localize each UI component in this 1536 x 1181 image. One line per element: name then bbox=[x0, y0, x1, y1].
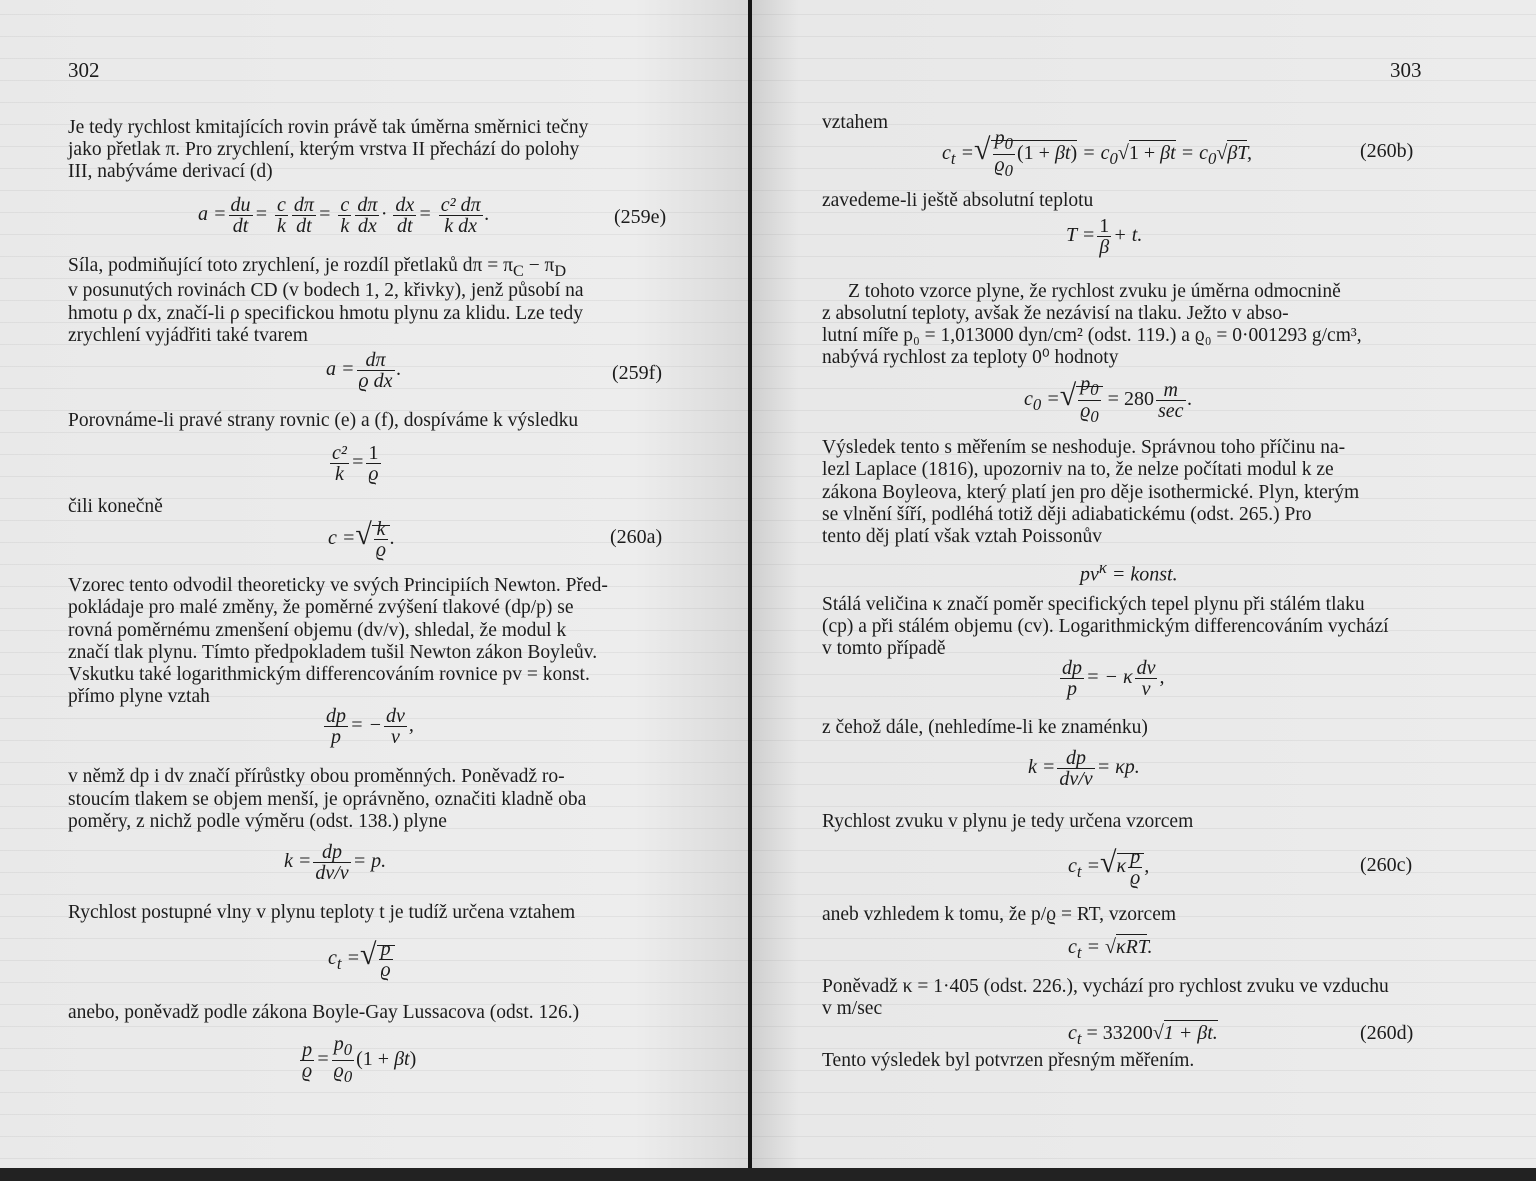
equation-260c: $c_t =√\kappa$ $\frac{p}{ϱ}$ , bbox=[1068, 845, 1150, 889]
text-line: v m/sec bbox=[822, 998, 883, 1019]
equation-259e: a = $\frac{du}{dt}$ = $\frac{c}{k}$ $\frac{d\pi}{dt}$ = $\frac{c}{k}$ $\frac{d\pi}{dx}$ · $\frac{dx}{dt}$ = $\frac{\text{c² dπ}}{\text{k dx}}$ . bbox=[198, 194, 490, 237]
equation-c0: $c_0$ =√ $\frac{p_0}{ϱ_0}$ = 280 $\frac{m}{\sec}$ . bbox=[1024, 373, 1193, 426]
text-line: Porovnáme-li pravé strany rovnic (e) a (f), dospíváme k výsledku bbox=[68, 410, 579, 431]
text-line: Síla, podmiňující toto zrychlení, je rozdíl přetlaků $d\pi = \pi_C - \pi_D$ bbox=[68, 255, 567, 280]
equation-260b: $c_t$ =√ $\frac{p_0}{ϱ_0}$ $(1 + \beta t) = c_0√1 + \beta t = c_0√\beta T$, bbox=[942, 127, 1252, 180]
text-line: III, nabýváme derivací (d) bbox=[68, 161, 273, 182]
text-line: Stálá veličina κ značí poměr specifických tepel plynu při stálém tlaku bbox=[822, 594, 1365, 615]
equation-259f: a = $\frac{d\pi}{\text{ϱ dx}}$ . bbox=[326, 349, 402, 392]
text-line: vztahem bbox=[822, 112, 889, 133]
text-line: v němž dp i dv značí přírůstky obou proměnných. Poněvadž ro- bbox=[68, 766, 565, 787]
equation-boyle-gay-lussac: $\frac{p}{ϱ}$ = $\frac{p_0}{ϱ_0}$ (1 + βt) bbox=[302, 1033, 417, 1086]
text-line: pokládaje pro malé změny, že poměrné zvýšení tlakové (dp/p) se bbox=[68, 597, 574, 618]
text-line: Vskutku také logarithmickým differencováním rovnice pv = konst. bbox=[68, 664, 590, 685]
equation-label: (260b) bbox=[1360, 140, 1414, 162]
text-line: čili konečně bbox=[68, 496, 163, 517]
left-page bbox=[0, 0, 748, 1181]
equation-absolute-temperature: T = $\frac{1}{\beta}$ + t. bbox=[1066, 215, 1143, 258]
text-line: Výsledek tento s měřením se neshoduje. Správnou toho příčinu na- bbox=[822, 437, 1346, 458]
right-page bbox=[752, 0, 1536, 1181]
scan-bottom-edge bbox=[0, 1168, 1536, 1181]
text-line: z čehož dále, (nehledíme-li ke znaménku) bbox=[822, 717, 1148, 738]
text-line: zrychlení vyjádřiti také tvarem bbox=[68, 325, 308, 346]
text-line: v tomto případě bbox=[822, 638, 946, 659]
equation-label: (260c) bbox=[1360, 854, 1413, 876]
text-line: Vzorec tento odvodil theoreticky ve svých Principiích Newton. Před- bbox=[68, 575, 608, 596]
text-line: nabývá rychlost za teploty 0⁰ hodnoty bbox=[822, 347, 1119, 368]
text-line: anebo, poněvadž podle zákona Boyle-Gay Lussacova (odst. 126.) bbox=[68, 1002, 580, 1023]
page-number: 303 bbox=[1390, 58, 1422, 82]
text-line: stoucím tlakem se objem menší, je oprávněno, označiti kladně oba bbox=[68, 789, 587, 810]
equation-dp-over-p: $\frac{dp}{p}$ = − $\frac{dv}{v}$ , bbox=[326, 705, 414, 748]
text-line: značí tlak plynu. Tímto předpokladem tušil Newton zákon Boyleův. bbox=[68, 642, 598, 663]
equation-k-kappa: k = $\frac{dp}{dv/v}$ = κp. bbox=[1028, 747, 1140, 790]
text-line: Poněvadž κ = 1·405 (odst. 226.), vychází pro rychlost zvuku ve vzduchu bbox=[822, 976, 1389, 997]
equation-ct: $c_t$ =√ $\frac{p}{ϱ}$ bbox=[328, 938, 395, 980]
text-line: v posunutých rovinách CD (v bodech 1, 2, křivky), jenž působí na bbox=[68, 280, 584, 301]
equation-label: (259e) bbox=[614, 206, 667, 228]
equation-260a: c =√ $\frac{k}{ϱ}$ . bbox=[328, 517, 395, 561]
text-line: zákona Boyleova, který platí jen pro děje isothermické. Plyn, kterým bbox=[822, 482, 1360, 503]
equation-c2-over-k: $\frac{\text{c²}}{k}$ = $\frac{1}{ϱ}$ bbox=[332, 442, 379, 485]
text-line: poměry, z nichž podle výměru (odst. 138.) plyne bbox=[68, 811, 447, 832]
equation-label: (260d) bbox=[1360, 1022, 1414, 1044]
text-line: přímo plyne vztah bbox=[68, 686, 210, 707]
text-line: Z tohoto vzorce plyne, že rychlost zvuku je úměrna odmocnině bbox=[848, 281, 1341, 302]
text-line: Je tedy rychlost kmitajících rovin právě tak úměrna směrnici tečny bbox=[68, 117, 589, 138]
text-line: jako přetlak π. Pro zrychlení, kterým vrstva II přechází do polohy bbox=[68, 139, 580, 160]
equation-ct-rt: $c_t = √\kappa RT$. bbox=[1068, 936, 1153, 962]
text-line: hmotu ρ dx, značí-li ρ specifickou hmotu plynu za klidu. Lze tedy bbox=[68, 303, 583, 324]
text-line: Rychlost zvuku v plynu je tedy určena vzorcem bbox=[822, 811, 1194, 832]
equation-adiabatic: $\frac{dp}{p}$ = − κ $\frac{dv}{v}$ , bbox=[1062, 657, 1165, 700]
equation-k: k = $\frac{dp}{dv/v}$ = p. bbox=[284, 841, 387, 884]
equation-poisson: $pv^\kappa$ = konst. bbox=[1080, 558, 1178, 586]
text-line: (cp) a při stálém objemu (cv). Logarithmickým differencováním vychází bbox=[822, 616, 1389, 637]
text-line: Rychlost postupné vlny v plynu teploty t je tudíž určena vztahem bbox=[68, 902, 576, 923]
text-line: lutní míře p₀ = 1,013000 dyn/cm² (odst. 119.) a ϱ₀ = 0·001293 g/cm³, bbox=[822, 325, 1362, 346]
text-line: rovná poměrnému zmenšení objemu (dv/v), shledal, že modul k bbox=[68, 620, 567, 641]
equation-label: (259f) bbox=[612, 362, 662, 384]
text-line: tento děj platí však vztah Poissonův bbox=[822, 526, 1103, 547]
equation-label: (260a) bbox=[610, 526, 663, 548]
text-line: z absolutní teploty, avšak že nezávisí na tlaku. Ježto v abso- bbox=[822, 303, 1289, 324]
equation-260d: $c_t = 33200√1 + \beta t$. bbox=[1068, 1022, 1218, 1048]
text-line: se vlnění šíří, podléhá totiž ději adiabatickému (odst. 265.) Pro bbox=[822, 504, 1312, 525]
text-line: zavedeme-li ještě absolutní teplotu bbox=[822, 190, 1094, 211]
text-line: Tento výsledek byl potvrzen přesným měřením. bbox=[822, 1050, 1195, 1071]
text-line: lezl Laplace (1816), upozorniv na to, že nelze počítati modul k ze bbox=[822, 459, 1334, 480]
page-number: 302 bbox=[68, 58, 100, 82]
text-line: aneb vzhledem k tomu, že p/ϱ = RT, vzorcem bbox=[822, 904, 1177, 925]
